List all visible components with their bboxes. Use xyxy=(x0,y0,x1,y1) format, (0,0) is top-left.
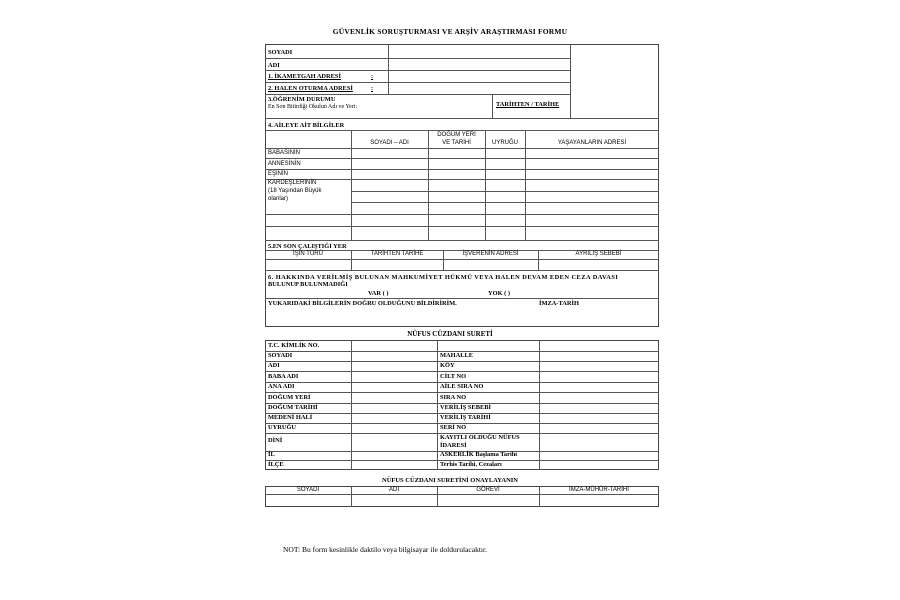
form-title: GÜVENLİK SORUŞTURMASI VE ARŞİV ARAŞTIRMASI FORMU xyxy=(332,27,568,36)
convict-var: VAR ( ) xyxy=(368,290,389,297)
row-kardes-note2: olanlar) xyxy=(268,196,289,202)
convict-line1: 6. HAKKINDA VERİLMİŞ BULUNAN MAHKUMİYET HÜKMÜ VEYA HALEN DEVAM EDEN CEZA DAVASI xyxy=(268,274,619,281)
ogrenim-label: 3.ÖĞRENİM DURUMU xyxy=(268,96,336,103)
nufus-right-label: SIRA NO xyxy=(440,394,467,401)
halen-colon: : xyxy=(371,85,374,92)
nufus-left-label: İLÇE xyxy=(268,461,284,468)
nufus-right-label: AİLE SIRA NO xyxy=(440,383,484,390)
work-col-ayrilis: AYRILIŞ SEBEBİ xyxy=(575,251,622,257)
work-col-isin-turu: İŞİN TÜRÜ xyxy=(293,251,323,257)
col-adres: YAŞAYANLARIN ADRESİ xyxy=(557,140,627,146)
nufus-left-label: DOĞUM YERİ xyxy=(268,394,311,401)
nufus-right-label: KAYITLI OLDUĞU NÜFUS xyxy=(440,434,520,441)
row-annesinin: ANNESİNİN xyxy=(268,161,301,167)
row-kardes-note1: (18 Yaşından Büyük xyxy=(268,188,322,194)
nufus-right-label: İDARESİ xyxy=(440,442,467,449)
ikametgah-label: 1. İKAMETGAH ADRESİ xyxy=(268,73,341,80)
convict-yok: YOK ( ) xyxy=(488,290,511,297)
nufus-right-label: SERİ NO xyxy=(440,424,467,431)
halen-label: 2. HALEN OTURMA ADRESİ xyxy=(268,85,353,92)
col-ve-tarihi: VE TARİHİ xyxy=(442,140,471,146)
approve-heading: NÜFUS CÜZDANI SURETİNİ ONAYLAYANIN xyxy=(382,477,518,484)
nufus-left-label: MEDENİ HALİ xyxy=(268,414,313,421)
nufus-right-label: VERİLİŞ TARİHİ xyxy=(440,414,491,421)
nufus-right-label: CİLT NO xyxy=(440,373,467,380)
approve-col-soyadi: SOYADI xyxy=(296,487,320,493)
ikametgah-colon: : xyxy=(371,73,374,80)
nufus-left-label: ADI xyxy=(268,362,280,369)
convict-line2: BULUNUP BULUNMADIĞI xyxy=(268,281,348,288)
nufus-right-label: Terhis Tarihi, Cezaları xyxy=(440,461,502,468)
nufus-left-label: T.C. KİMLİK NO. xyxy=(268,342,320,349)
nufus-left-label: SOYADI xyxy=(268,352,293,359)
nufus-right-label: VERİLİŞ SEBEBİ xyxy=(440,404,491,411)
nufus-left-label: İL xyxy=(268,451,275,458)
nufus-right-label: ASKERLİK Başlama Tarihi xyxy=(440,451,518,458)
nufus-left-label: DOĞUM TARİHİ xyxy=(268,404,318,411)
nufus-heading: NÜFUS CÜZDANI SURETİ xyxy=(407,330,493,338)
nufus-left-label: ANA ADI xyxy=(268,383,295,390)
footer-note: NOT: Bu form kesinlikle daktilo veya bilgisayar ile doldurulacaktır. xyxy=(283,545,487,554)
nufus-left-label: DİNİ xyxy=(268,437,283,444)
work-col-tarih: TARİHTEN TARİHE xyxy=(370,251,424,257)
family-heading: 4. AİLEYE AİT BİLGİLER xyxy=(268,122,345,129)
col-soyadi-adi: SOYADI – ADI xyxy=(370,140,409,146)
nufus-right-label: KÖY xyxy=(440,362,455,369)
imza-tarih: İMZA-TARİH xyxy=(539,300,580,307)
col-dogum-yeri: DOĞUM YERİ xyxy=(437,132,476,138)
confirm-text: YUKARIDAKİ BİLGİLERİN DOĞRU OLDUĞUNU BİLDİRİRİM. xyxy=(268,300,457,307)
work-col-isveren: İŞVERENİN ADRESİ xyxy=(462,251,519,257)
nufus-left-label: BABA ADI xyxy=(268,373,299,380)
col-uyrugu: UYRUĞU xyxy=(491,140,518,146)
soyadi-label: SOYADI xyxy=(268,49,293,56)
row-babasinin: BABASININ xyxy=(268,150,301,156)
row-esinin: EŞİNİN xyxy=(268,171,289,177)
nufus-left-label: UYRUĞU xyxy=(268,424,297,431)
approve-col-gorevi: GÖREVİ xyxy=(476,487,500,493)
nufus-right-label: MAHALLE xyxy=(440,352,474,359)
ogrenim-sub: En Son Bitirdiği Okulun Adı ve Yeri: xyxy=(268,104,358,110)
adi-label: ADI xyxy=(268,62,280,69)
approve-col-adi: ADI xyxy=(388,487,399,493)
row-kardeslerinin: KARDEŞLERİNİN xyxy=(268,180,317,186)
tarih-label: TARİHTEN / TARİHE xyxy=(496,101,560,108)
work-heading: 5.EN SON ÇALIŞTIĞI YER xyxy=(268,243,347,250)
approve-col-imza: İMZA-MÜHÜR-TARİHİ xyxy=(569,487,629,493)
